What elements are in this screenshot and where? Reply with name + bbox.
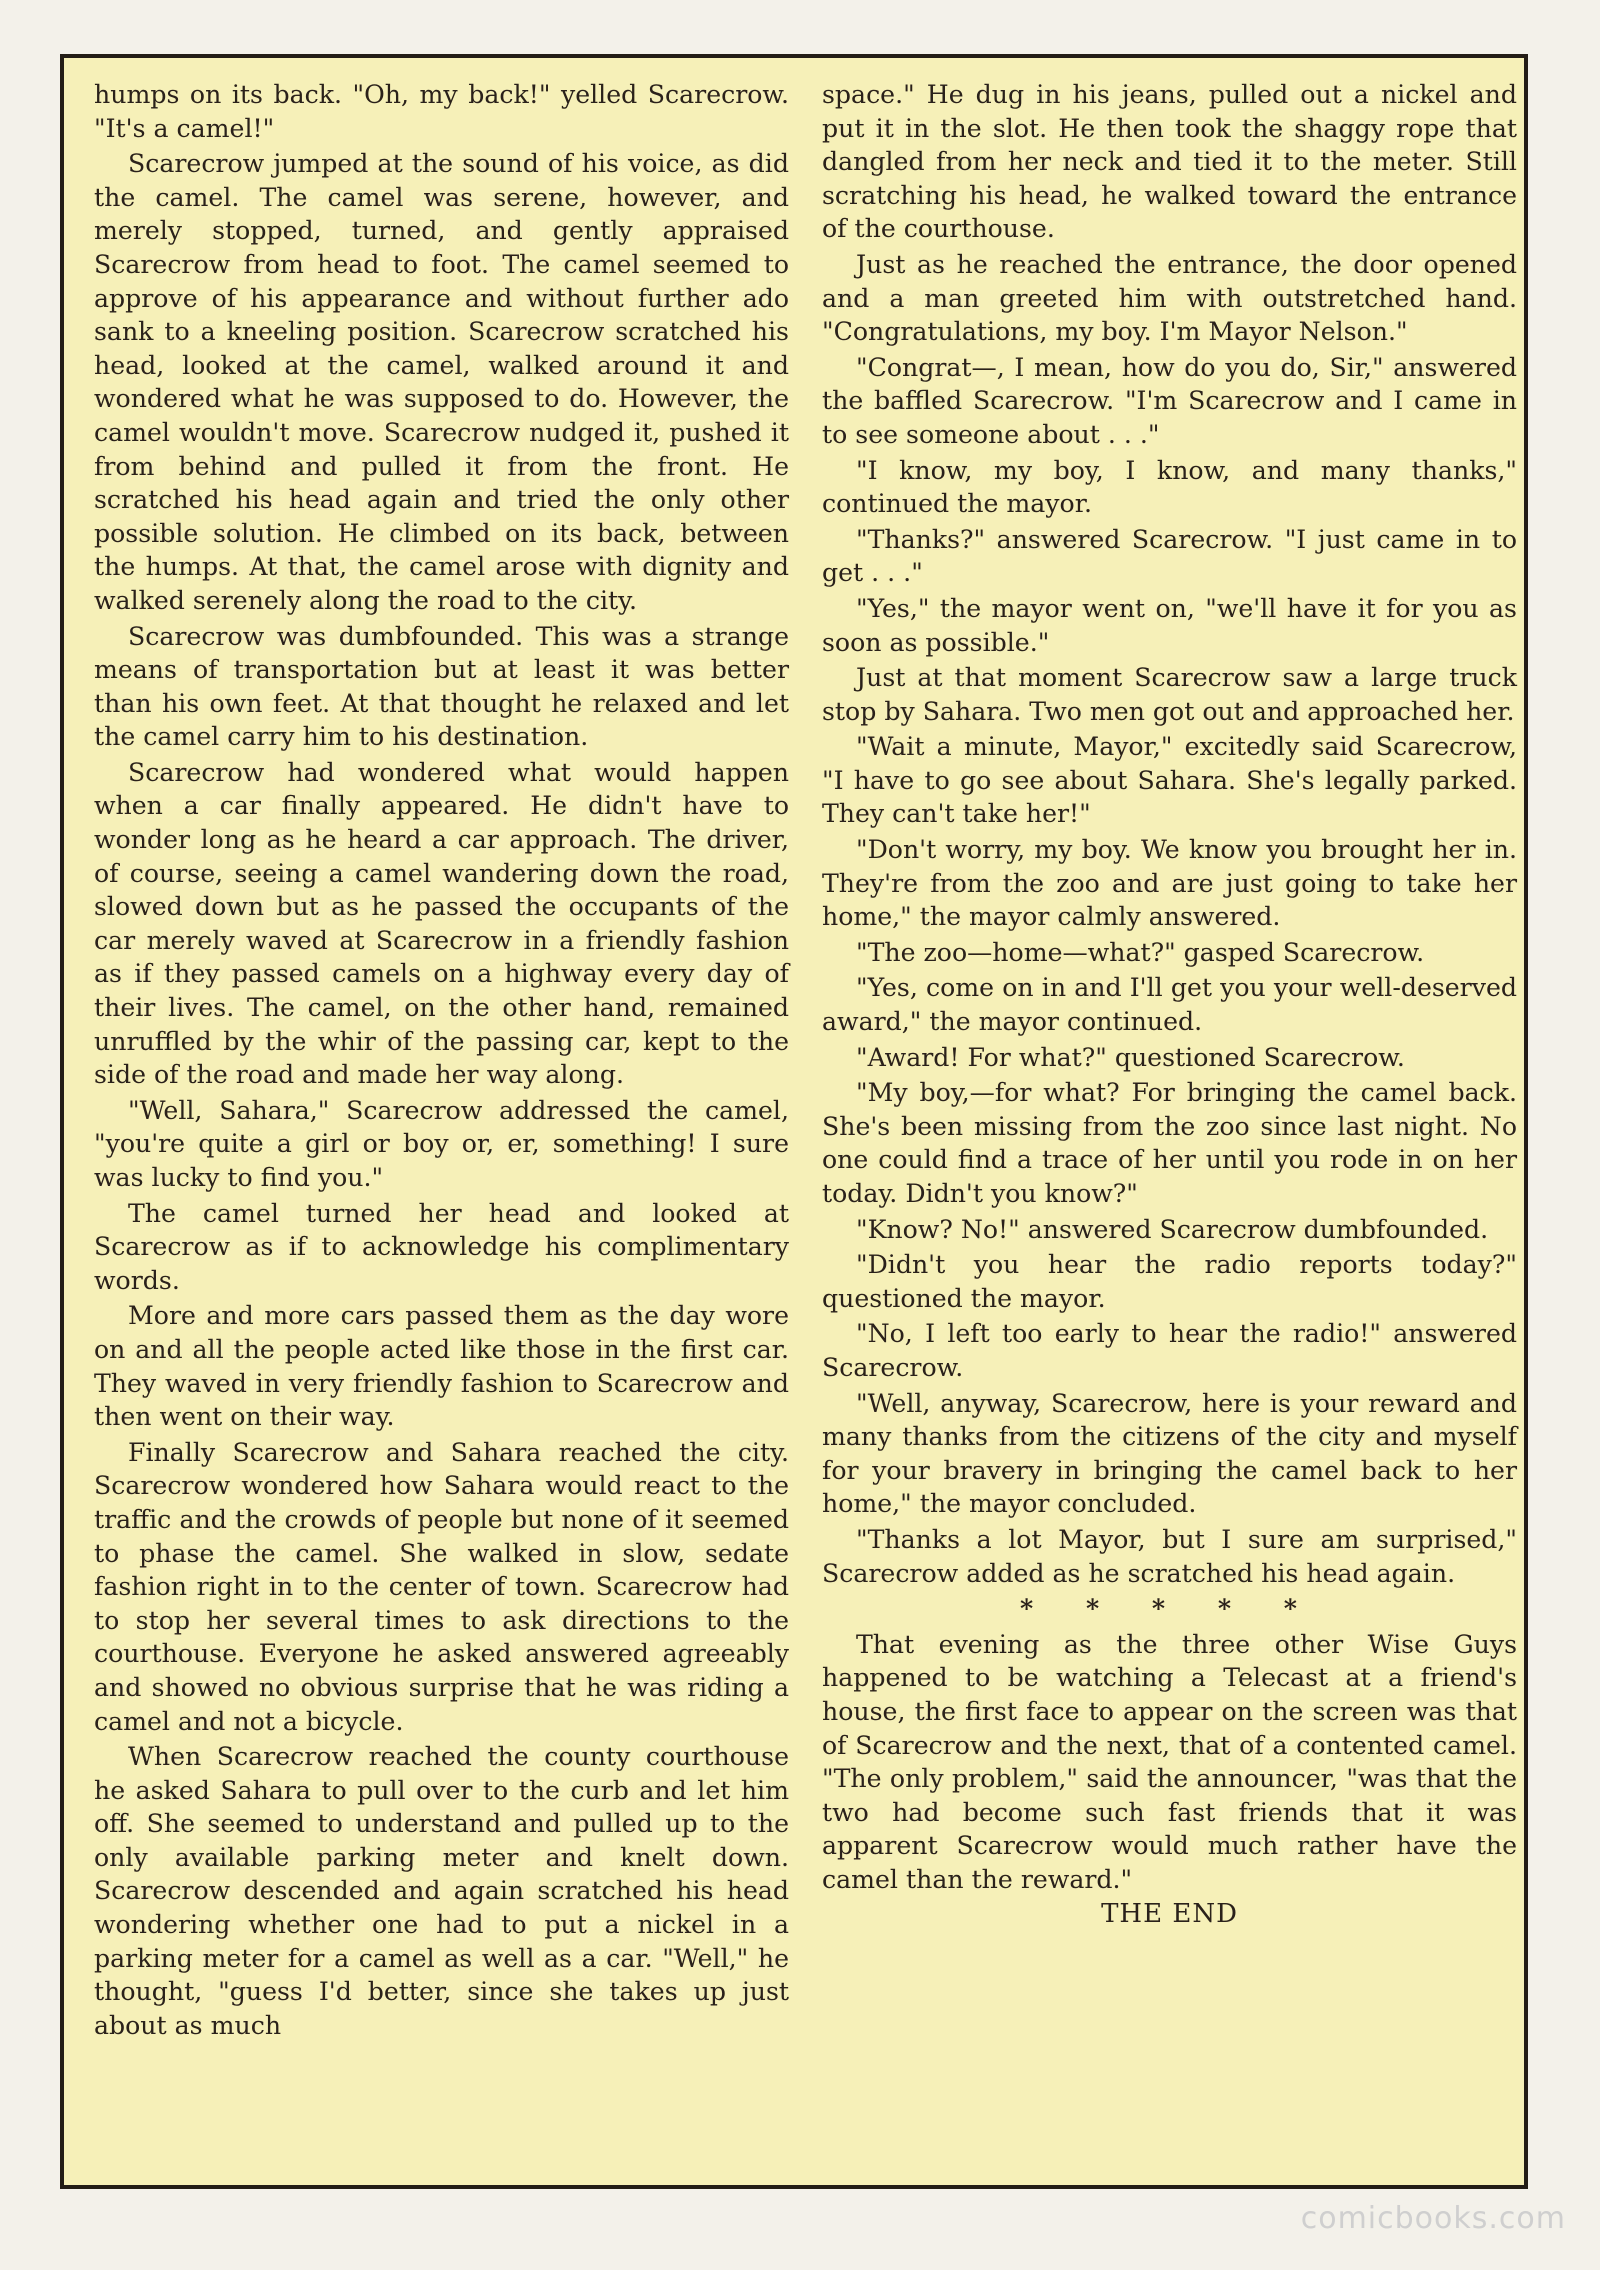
- epilogue-paragraph: That evening as the three other Wise Guys happened to be watching a Telecast at a friend's house, the first face to appear on the screen was that of Scarecrow and the next, that of a contented camel. "The only problem," said the announcer, "was that the two had become such fast friends that it was apparent Scarecrow would much rather have the camel than the reward.": [822, 1629, 1517, 1894]
- paragraph: More and more cars passed them as the day wore on and all the people acted like those in the first car. They waved in very friendly fashion to Scarecrow and then went on their way.: [94, 1301, 789, 1432]
- paragraph: "Know? No!" answered Scarecrow dumbfounded.: [856, 1214, 1489, 1244]
- paragraph: "Wait a minute, Mayor," excitedly said Scarecrow, "I have to go see about Sahara. She's legally parked. They can't take her!": [822, 732, 1517, 829]
- paragraph: Scarecrow had wondered what would happen when a car finally appeared. He didn't have to wonder long as he heard a car approach. The driver, of course, seeing a camel wandering down the road, slowed down but as he passed the occupants of the car merely waved at Scarecrow in a friendly fashion as if they passed camels on a highway every day of their lives. The camel, on the other hand, remained unruffled by the whir of the passing car, kept to the side of the road and made her way along.: [94, 757, 789, 1090]
- paragraph: Just as he reached the entrance, the door opened and a man greeted him with outstretched hand. "Congratulations, my boy. I'm Mayor Nelson.": [822, 249, 1517, 347]
- paragraph: Finally Scarecrow and Sahara reached the city. Scarecrow wondered how Sahara would react to the traffic and the crowds of people but none of it seemed to phase the camel. She walked in slow, sedate fashion right in to the center of town. Scarecrow had to stop her several times to ask directions to the courthouse. Everyone he asked answered agreeably and showed no obvious surprise that he was riding a camel and not a bicycle.: [94, 1437, 789, 1736]
- paragraph: "Don't worry, my boy. We know you brought her in. They're from the zoo and are just going to take her home," the mayor calmly answered.: [822, 835, 1517, 932]
- paragraph: The camel turned her head and looked at Scarecrow as if to acknowledge his complimentary words.: [94, 1198, 789, 1295]
- paragraph: "Thanks?" answered Scarecrow. "I just came in to get . . .": [822, 524, 1517, 588]
- page-frame: [60, 54, 1528, 2189]
- paragraph: "Congrat—, I mean, how do you do, Sir," answered the baffled Scarecrow. "I'm Scarecrow and I came in to see someone about . . .": [822, 352, 1517, 449]
- section-separator: * * * * *: [1020, 1593, 1319, 1624]
- paragraph: "Award! For what?" questioned Scarecrow.: [856, 1042, 1405, 1072]
- the-end-label: THE END: [1101, 1899, 1238, 1930]
- paragraph: "I know, my boy, I know, and many thanks," continued the mayor.: [822, 455, 1517, 519]
- paragraph: "Well, Sahara," Scarecrow addressed the camel, "you're quite a girl or boy or, er, something! I sure was lucky to find you.": [94, 1095, 789, 1192]
- paragraph: "Didn't you hear the radio reports today?" questioned the mayor.: [822, 1250, 1517, 1313]
- paragraph: Scarecrow was dumbfounded. This was a strange means of transportation but at least it was better than his own feet. At that thought he relaxed and let the camel carry him to his destination.: [94, 621, 789, 752]
- paragraph: "Thanks a lot Mayor, but I sure am surprised," Scarecrow added as he scratched his head again.: [822, 1524, 1517, 1588]
- paragraph: Just at that moment Scarecrow saw a large truck stop by Sahara. Two men got out and approached her.: [822, 663, 1517, 726]
- paragraph: Scarecrow jumped at the sound of his voice, as did the camel. The camel was serene, however, and merely stopped, turned, and gently appraised Scarecrow from head to foot. The camel seemed to approve of his appearance and without further ado sank to a kneeling position. Scarecrow scratched his head, looked at the camel, walked around it and wondered what he was supposed to do. However, the camel wouldn't move. Scarecrow nudged it, pushed it from behind and pulled it from the front. He scratched his head again and tried the only other possible solution. He climbed on its back, between the humps. At that, the camel arose with dignity and walked serenely along the road to the city.: [94, 149, 789, 615]
- left-text-column: [94, 78, 789, 2042]
- right-text-column: [822, 78, 1517, 1932]
- paragraph: "The zoo—home—what?" gasped Scarecrow.: [856, 937, 1425, 967]
- paragraph: space." He dug in his jeans, pulled out a nickel and put it in the slot. He then took the shaggy rope that dangled from her neck and tied it to the meter. Still scratching his head, he walked toward the entrance of the courthouse.: [822, 80, 1517, 244]
- paragraph: "No, I left too early to hear the radio!" answered Scarecrow.: [822, 1319, 1517, 1382]
- paragraph: "My boy,—for what? For bringing the camel back. She's been missing from the zoo since last night. No one could find a trace of her until you rode in on her today. Didn't you know?": [822, 1078, 1517, 1208]
- paragraph: humps on its back. "Oh, my back!" yelled Scarecrow. "It's a camel!": [94, 80, 789, 143]
- paragraph: "Yes," the mayor went on, "we'll have it for you as soon as possible.": [822, 593, 1517, 657]
- paragraph: When Scarecrow reached the county courthouse he asked Sahara to pull over to the curb and let him off. She seemed to understand and pulled up to the only available parking meter and knelt down. Scarecrow descended and again scratched his head wondering whether one had to put a nickel in a parking meter for a camel as well as a car. "Well," he thought, "guess I'd better, since she takes up just about as much: [94, 1742, 789, 2040]
- site-watermark: comicbooks.com: [1300, 2201, 1566, 2236]
- paragraph: "Well, anyway, Scarecrow, here is your reward and many thanks from the citizens of the city and myself for your bravery in bringing the camel back to her home," the mayor concluded.: [822, 1388, 1517, 1519]
- paragraph: "Yes, come on in and I'll get you your well-deserved award," the mayor continued.: [822, 973, 1517, 1037]
